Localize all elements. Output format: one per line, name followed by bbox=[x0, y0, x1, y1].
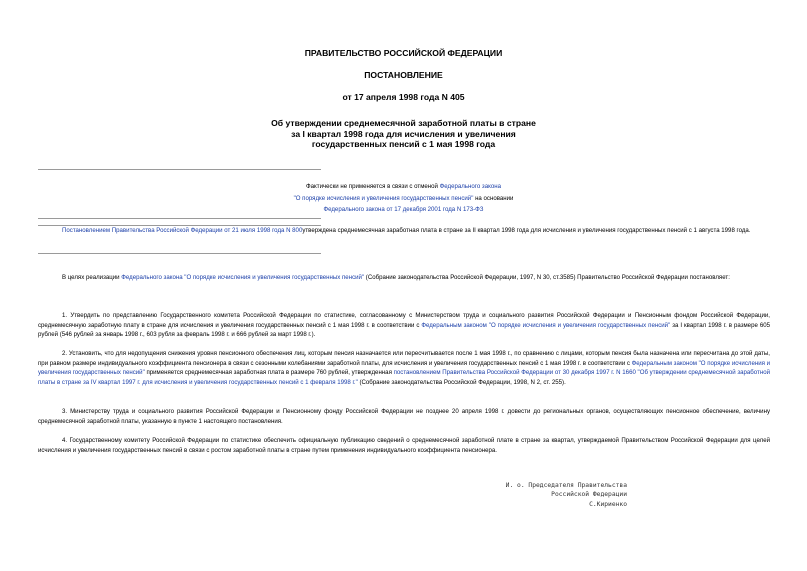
paragraph-text: 2. Установить, что для недопущения снижения уровня пенсионного обеспечения лиц, которым пенсия назначается или пересчитывается после 1 мая 1998 г., по сравнению с лицами, которым пенсия была назначена или пересчитана до этой даты, при равном размере индивидуального коэффициента пенсионера в связи с сезонными колебаниями заработной платы, для исчисления и увеличения государственных пенсий с 1 мая 1998 г. в соответствии с bbox=[38, 350, 770, 367]
resolution-800-link[interactable]: Постановлением Правительства Российской Федерации от 21 июля 1998 года N 800 bbox=[62, 227, 303, 234]
federal-law-link[interactable]: Федерального закона "О порядке исчисления и увеличения государственных пенсий" bbox=[121, 274, 365, 281]
paragraph-text: (Собрание законодательства Российской Федерации, 1997, N 30, ст.3585) Правительство Российской Федерации постановляет: bbox=[364, 274, 730, 281]
note-text: Фактически не применяется в связи с отменой bbox=[306, 183, 440, 190]
federal-law-link[interactable]: Федеральным законом "О порядке исчисления и увеличения государственных пенсий" bbox=[38, 359, 770, 377]
document-date: от 17 апреля 1998 года N 405 bbox=[342, 92, 465, 102]
paragraph-amendment-note bbox=[38, 226, 770, 236]
signature-block bbox=[440, 481, 627, 509]
paragraph-item-1 bbox=[38, 311, 770, 340]
paragraph-text: за I квартал 1998 г. в размере 605 рублей (546 рублей за январь 1998 г., 603 рубля за февраль 1998 г. и 666 рублей за март 1998 г.). bbox=[38, 321, 770, 339]
note-text: на основании bbox=[473, 194, 514, 202]
title-line: государственных пенсий с 1 мая 1998 года bbox=[311, 139, 496, 149]
signature-org: Российской Федерации bbox=[551, 491, 627, 499]
law-title-link[interactable]: "О порядке исчисления и увеличения государственных пенсий" bbox=[293, 194, 474, 202]
document-title bbox=[150, 118, 657, 150]
signature-name: С.Кириенко bbox=[589, 500, 627, 508]
title-line: Об утверждении среднемесячной заработной платы в стране bbox=[271, 118, 536, 128]
paragraph-text: 3. Министерству труда и социального развития Российской Федерации и Пенсионному фонду Российской Федерации не позднее 20 апреля 1998 г. довести до региональных органов, осуществляющих пенсионное обеспечение, величину среднемесячной заработной платы, указанную в пункте 1 настоящего постановления. bbox=[38, 408, 770, 425]
paragraph-text: утверждена среднемесячная заработная плата в стране за II квартал 1998 года для исчисления и увеличения государственных пенсий с 1 августа 1998 года. bbox=[302, 227, 751, 234]
resolution-1660-link[interactable]: постановлением Правительства Российской Федерации от 30 декабря 1997 г. N 1660 "Об утверждении среднемесячной заработной платы в стране за IV квартал 1997 г. для исчисления и увеличения государственных пенсий с 1 февраля 1998 г." bbox=[38, 369, 770, 386]
government-heading: ПРАВИТЕЛЬСТВО РОССИЙСКОЙ ФЕДЕРАЦИИ bbox=[304, 48, 503, 58]
document-type-heading: ПОСТАНОВЛЕНИЕ bbox=[364, 70, 443, 80]
signature-position: И. о. Председателя Правительства bbox=[505, 482, 627, 489]
status-note bbox=[200, 181, 607, 216]
federal-law-173-link[interactable]: Федерального закона от 17 декабря 2001 года N 173-ФЗ bbox=[323, 206, 484, 213]
paragraph-item-4 bbox=[38, 436, 770, 455]
title-line: за I квартал 1998 года для исчисления и увеличения bbox=[291, 128, 516, 139]
divider-line bbox=[38, 169, 321, 170]
paragraph-text: 4. Государственному комитету Российской Федерации по статистике обеспечить официальную публикацию сведений о среднемесячной заработной плате в стране за квартал, утверждаемой Правительством Российской Федерации для целей исчисления и увеличения государственных пенсий в связи с ростом заработной платы в стране путем применения индивидуального коэффициента пенсионера. bbox=[38, 437, 770, 454]
paragraph-text: (Собрание законодательства Российской Федерации, 1998, N 2, ст. 255). bbox=[357, 378, 566, 386]
paragraph-text: применяется среднемесячная заработная плата в размере 760 рублей, утвержденная bbox=[144, 369, 394, 377]
paragraph-item-2 bbox=[38, 349, 770, 387]
paragraph-preamble bbox=[38, 273, 770, 283]
federal-law-link[interactable]: Федеральным законом "О порядке исчисления и увеличения государственных пенсий" bbox=[421, 321, 671, 329]
federal-law-link[interactable]: Федерального закона bbox=[439, 183, 501, 190]
paragraph-item-3 bbox=[38, 407, 770, 426]
paragraph-text: В целях реализации bbox=[62, 274, 122, 281]
divider-line bbox=[38, 218, 321, 219]
paragraph-text: 1. Утвердить по представлению Государственного комитета Российской Федерации по статистике, согласованному с Министерством труда и социального развития Российской Федерации и Пенсионным фондом Российской Федерации, среднемесячную заработную плату в стране для исчисления и увеличения государственных пенсий с 1 мая 1998 г. в соответствии с bbox=[38, 312, 770, 329]
divider-line bbox=[38, 253, 321, 254]
